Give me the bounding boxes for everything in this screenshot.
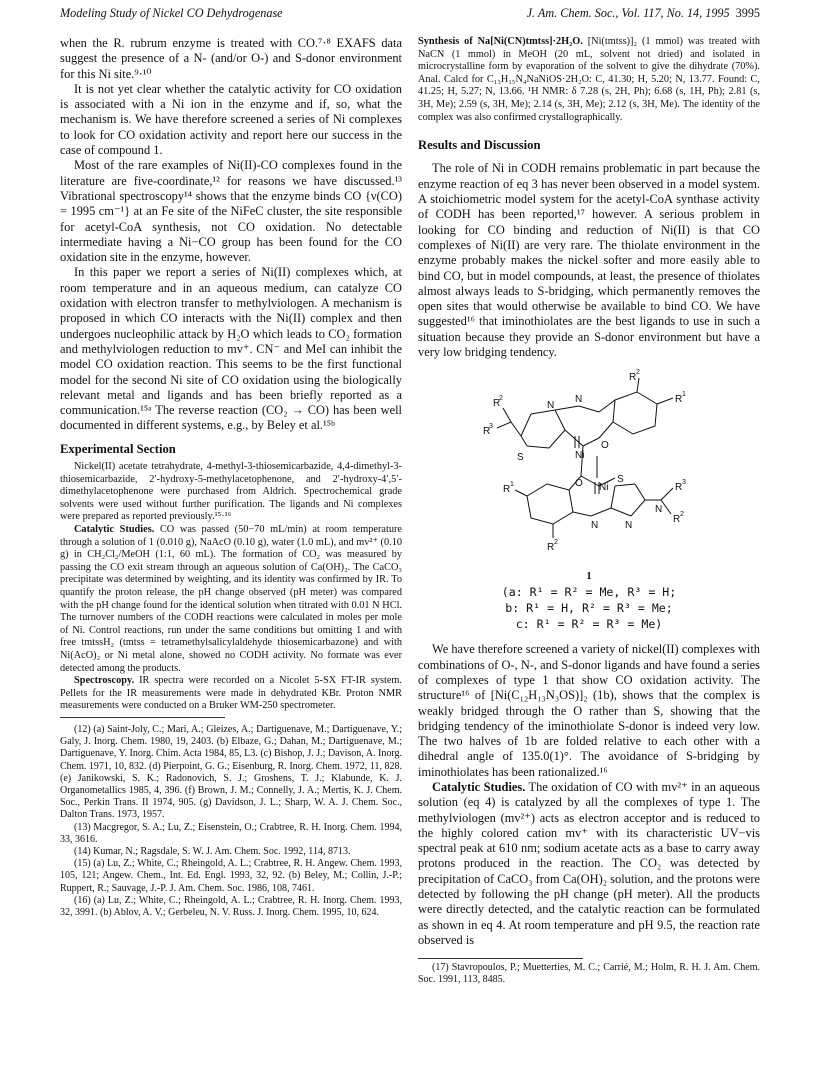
r-group-label: R bbox=[673, 514, 681, 526]
run-in-heading: Catalytic Studies. bbox=[74, 523, 155, 535]
footnote-rule bbox=[60, 717, 225, 720]
atom-label: O bbox=[601, 440, 609, 452]
atom-label: N bbox=[547, 400, 555, 412]
r-group-superscript: 1 bbox=[682, 391, 686, 399]
paragraph-text: [Ni(tmtss)]₂ (1 mmol) was treated with NaCN (1 mmol) in MeOH (20 mL, solvent not dried) and isolated in microcrystalline form by evaporation of the solvent to give the dihydrate (70%). Anal. Calcd for C₁₃H₁₅N₄NaNiOS·2H₂O: C, 41.30; H, 5.20; N, 13.77. Found: C, 41.25; H, 5.27; N, 13.66. ¹H NMR: δ 7.28 (s, 2H, Ph); 6.68 (s, 1H, Ph); 2.81 (s, 3H, Me); 2.59 (s, 3H, Me); 2.14 (s, 3H, Me); 2.12 (s, 3H, Me). The identity of the complex was also confirmed crystallographically. bbox=[418, 36, 760, 123]
paragraph bbox=[60, 675, 402, 713]
header-citation: J. Am. Chem. Soc., Vol. 117, No. 14, 1995 bbox=[526, 6, 730, 20]
r-group-label: R bbox=[547, 542, 555, 554]
reference: (12) (a) Saint-Joly, C.; Mari, A.; Gleizes, A.; Dartiguenave, M.; Dartiguenave, Y.; Galy, J. Inorg. Chem. 1980, 19, 2403. (b) Elbaze, G.; Dahan, M.; Dartiguenave, M.; Dartiguenave, Y. Inorg. Chim. Acta 1984, 85, L3. (c) Bishop, J. J.; Davison, A. Inorg. Chem. 1971, 10, 832. (d) Pierpoint, G. G.; Eisenburg, R. Inorg. Chem. 1972, 11, 828. (e) Janikowski, S. K.; Radonovich, S. J.; Groshens, T. J.; Klabunde, K. J. Organometallics 1985, 4, 396. (f) Brown, J. M.; Connelly, J. A.; Mertis, K. J. Chem. Soc., Perkin Trans. II 1974, 905. (g) Davidson, J. L.; Sharp, W. A. J. Chem. Soc., Dalton Trans. 1973, 1957. bbox=[60, 723, 402, 821]
paragraph: when the R. rubrum enzyme is treated with CO.⁷·⁸ EXAFS data suggest the presence of a N- (and/or O-) and S-donor environment for this Ni site.⁹·¹⁰ bbox=[60, 36, 402, 81]
reference: (17) Stavropoulos, P.; Muetterties, M. C.; Carrié, M.; Holm, R. H. J. Am. Chem. Soc. 1991, 113, 8485. bbox=[418, 962, 760, 986]
r-group-label: R bbox=[503, 484, 511, 496]
r-group-label: R bbox=[493, 398, 501, 410]
atom-label: N bbox=[655, 504, 663, 516]
chemical-structure-1 bbox=[479, 366, 699, 566]
run-in-heading: Spectroscopy. bbox=[74, 675, 135, 687]
paragraph: We have therefore screened a variety of nickel(II) complexes with combinations of O-, N-, and S-donor ligands and have found a series of complexes of type 1 that show CO oxidation activity. The structure¹⁶ of [Ni(C₁₂H₁₃N₃OS)]₂ (1b), shows that the complex is weakly bridged through the O rather than S, showing that the bridging tendency of the iminothiolate S-donor is indeed very low. The two halves of 1b are folded relative to each other with a dihedral angle of 135.0(1)°. The avoidance of S-bridging by iminothiolates has been rationalized.¹⁶ bbox=[418, 642, 760, 779]
header-title: Modeling Study of Nickel CO Dehydrogenase bbox=[60, 6, 283, 20]
caption-line: (a: R¹ = R² = Me, R³ = H; bbox=[501, 585, 677, 600]
r-group-superscript: 2 bbox=[554, 539, 558, 547]
atom-label: N bbox=[625, 520, 633, 532]
left-column bbox=[60, 36, 402, 919]
r-group-label: R bbox=[483, 426, 491, 438]
r-group-label: R bbox=[675, 394, 683, 406]
reference: (15) (a) Lu, Z.; White, C.; Rheingold, A. L.; Crabtree, R. H. Angew. Chem. 1993, 105, 121; Angew. Chem., Int. Ed. Engl. 1993, 32, 92. (b) Beley, M.; Collin, J.-P.; Ruppert, R.; Sauvage, J.-P. J. Am. Chem. Soc. 1986, 108, 7461. bbox=[60, 858, 402, 894]
paragraph: In this paper we report a series of Ni(II) complexes which, at room temperature and in an aqueous medium, can catalyze CO oxidation with electron transfer to methylviologen. A mechanism is proposed in which CO interacts with the Ni(II) complex and then undergoes nucleophilic attack by H₂O which leads to CO₂ formation and methylviologen reduction to mv⁺. CN⁻ and MeI can inhibit the model CO oxidation reaction. This seems to be the first functional model for the second Ni site of CO oxidation using the biologically relevant metal and ligands and has been briefly reported as a communication.¹⁵ᵃ The reverse reaction (CO₂ → CO) has been well documented in different systems, e.g., by Beley et al.¹⁵ᵇ bbox=[60, 265, 402, 433]
r-group-label: R bbox=[675, 482, 683, 494]
r-group-label: R bbox=[629, 372, 637, 384]
paragraph: The role of Ni in CODH remains problematic in part because the enzyme reaction of eq 3 has never been observed in a model system. A stoichiometric model system for the acetyl-CoA synthase activity of CODH has been reported,¹⁷ however. A serious problem in looking for CO binding and reduction of Ni(II) is that CO complexes of Ni(II) are very rare. The thiolate environment in the enzyme probably makes the nickel softer and more easily able to bind CO, but in model compounds, at least, the presence of thiolates almost always leads to S-bridging, which permanently removes the open sites that would otherwise be available to bind CO. We have suggested¹⁶ that iminothiolates are the best ligands to use in such a situation because they provide an S-donor environment but have a very low bridging tendency. bbox=[418, 161, 760, 360]
paragraph bbox=[60, 524, 402, 675]
structure-caption bbox=[418, 568, 760, 632]
atom-label: N bbox=[591, 520, 599, 532]
paragraph: Most of the rare examples of Ni(II)-CO complexes found in the literature are five-coordinate,¹² for reasons we have discussed.¹³ Vibrational spectroscopy¹⁴ shows that the enzyme binds CO {ν(CO) = 1995 cm⁻¹} at an Fe site of the NiFeC cluster, the site responsible for acetyl-CoA synthesis, not CO oxidation. No detectable intermediate having a Ni−CO group has been found for the CO oxidation site in the enzyme, however. bbox=[60, 158, 402, 265]
reference: (14) Kumar, N.; Ragsdale, S. W. J. Am. Chem. Soc. 1992, 114, 8713. bbox=[74, 845, 351, 857]
atom-label: Ni bbox=[575, 450, 585, 462]
compound-number: 1 bbox=[586, 570, 592, 583]
paragraph bbox=[418, 780, 760, 948]
section-heading-results: Results and Discussion bbox=[418, 138, 541, 153]
atom-label: Ni bbox=[599, 482, 609, 494]
paragraph-text: The oxidation of CO with mv²⁺ in an aqueous solution (eq 4) is catalyzed by all the complexes of type 1. The methylviologen (mv²⁺) acts as electron acceptor and is reduced to the highly colored cation mv⁺ with its characteristic UV−vis spectral peak at 610 nm; sodium acetate acts as a base to carry away protons produced in the reaction. The CO₂ was detected by precipitation of CaCO₃ from Ca(OH)₂ solution, and the protons were detected by following the pH change (pH meter). All the products were directly detected, and the catalytic reaction can be formulated as shown in eq 4. At room temperature and pH 9.5, the reaction rate observed is bbox=[418, 779, 760, 947]
paragraph: It is not yet clear whether the catalytic activity for CO oxidation is associated with a Ni ion in the enzyme and if, so, what the mechanism is. We have therefore screened a series of Ni complexes to look for CO oxidation activity and report here our success in the case of compound 1. bbox=[60, 81, 402, 158]
paragraph-text: CO was passed (50−70 mL/min) at room temperature through a solution of 1 (0.010 g), NaAcO (0.10 g), water (1.0 mL), and mv²⁺ (0.10 g) in CH₂Cl₂/MeOH (1:1, 60 mL). The formation of CO₂ was measured by passing the CO exit stream through an aqueous solution of Ca(OH)₂. The CaCO₃ precipitate was determined by weighting, and its identity was confirmed by IR. To quantify the proton release, the pH change observed (pH meter) was compared with the pH change found for the identical solution when titrated with 0.01 N HCl. The turnover numbers of the CODH reactions were calculated in moles per mole of Ni. Control reactions, run under the same conditions but omitting 1 and with free tmtssH₂ (tmtss = tetramethylsalicylaldehyde thiosemicarbazone) and with Ni(AcO)₂ or Ni metal alone, showed no CODH activity. No formate was ever detected among the products. bbox=[60, 523, 402, 674]
atom-label: N bbox=[575, 394, 583, 406]
paragraph-text: IR spectra were recorded on a Nicolet 5-SX FT-IR system. Pellets for the IR measurements were made in dehydrated KBr. Proton NMR measurements were conducted on a Bruker WM-250 spectrometer. bbox=[60, 675, 402, 712]
run-in-heading: Synthesis of Na[Ni(CN)tmtss]·2H₂O. bbox=[418, 36, 583, 47]
caption-line: c: R¹ = R² = R³ = Me) bbox=[515, 617, 663, 632]
r-group-superscript: 1 bbox=[510, 481, 514, 489]
atom-label: S bbox=[617, 474, 624, 486]
r-group-superscript: 2 bbox=[680, 511, 684, 519]
r-group-superscript: 3 bbox=[489, 423, 493, 431]
header-journal bbox=[527, 6, 760, 21]
r-group-superscript: 3 bbox=[682, 479, 686, 487]
atom-label: O bbox=[575, 478, 583, 490]
right-column bbox=[418, 36, 760, 987]
references bbox=[60, 724, 402, 919]
caption-line: b: R¹ = H, R² = R³ = Me; bbox=[505, 601, 673, 616]
r-group-superscript: 2 bbox=[636, 369, 640, 377]
reference: (16) (a) Lu, Z.; White, C.; Rheingold, A. L.; Crabtree, R. H. Inorg. Chem. 1993, 32, 3991. (b) Ablov, A. V.; Gerbeleu, N. V. Russ. J. Inorg. Chem. 1995, 10, 624. bbox=[60, 894, 402, 918]
footnote-rule bbox=[418, 958, 583, 959]
paragraph bbox=[418, 36, 760, 124]
atom-label: S bbox=[517, 452, 524, 464]
r-group-superscript: 2 bbox=[499, 395, 503, 403]
running-header bbox=[60, 6, 760, 24]
reference: (13) Macgregor, S. A.; Lu, Z.; Eisenstein, O.; Crabtree, R. H. Inorg. Chem. 1994, 33, 3616. bbox=[60, 821, 402, 845]
section-heading-experimental: Experimental Section bbox=[60, 441, 176, 456]
run-in-heading: Catalytic Studies. bbox=[432, 779, 526, 794]
page-number: 3995 bbox=[735, 6, 760, 20]
paragraph: Nickel(II) acetate tetrahydrate, 4-methyl-3-thiosemicarbazide, 4,4-dimethyl-3-thiosemicarbazide, 2′-hydroxy-5-methylacetophenone, and 2′-hydroxy-4′,5′-dimethylacetophenone were purchased from Aldrich. Spectrochemical grade solvents were used without further purification. The ligands and Ni complexes were prepared as reported previously.¹⁵·¹⁶ bbox=[60, 461, 402, 523]
